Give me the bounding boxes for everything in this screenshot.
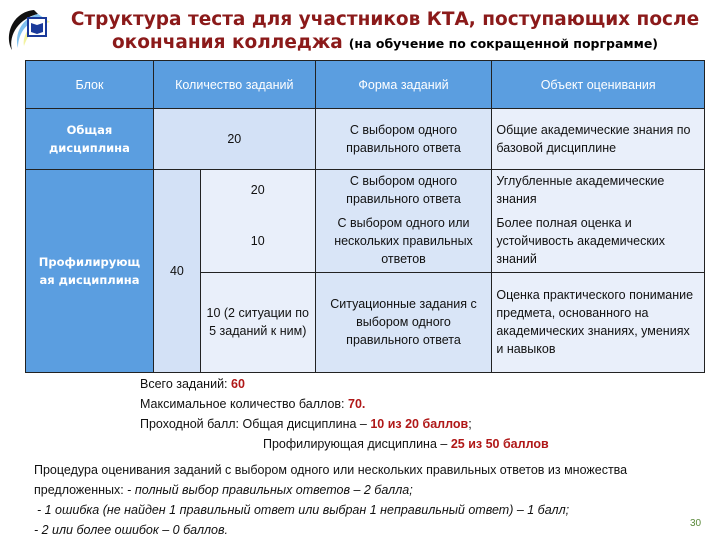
count-profile-total: 40	[153, 170, 200, 373]
test-structure-table	[25, 60, 705, 373]
pass-general: 10 из 20 баллов	[370, 417, 469, 431]
procedure-rule2: - 1 ошибка (не найден 1 правильный ответ или выбран 1 неправильный ответ) – 1 балл;	[37, 503, 570, 517]
pass-profile-label: Профилирующая дисциплина –	[263, 437, 448, 451]
header-form: Форма заданий	[315, 61, 492, 109]
count-profile-1: 20	[200, 170, 315, 211]
block-general: Общая дисциплина	[26, 109, 154, 170]
page-title	[60, 8, 710, 55]
object-profile-1: Углубленные академические знания	[492, 170, 705, 211]
object-profile-3: Оценка практического понимание предмета, основанного на академических знаниях, умениях и навыков	[492, 272, 705, 372]
title-line1: Структура теста для участников КТА, поступающих после	[70, 9, 700, 30]
block-profile: Профилирующ ая дисциплина	[26, 170, 154, 373]
table-row	[26, 170, 705, 211]
title-subtitle: (на обучение по сокращенной порграмме)	[348, 36, 659, 51]
header-count: Количество заданий	[153, 61, 315, 109]
total-value: 60	[231, 377, 245, 391]
table-row	[26, 109, 705, 170]
procedure-intro: Процедура оценивания заданий с выбором одного или нескольких правильных ответов из множества предложенных: -	[34, 463, 628, 497]
summary	[140, 374, 549, 454]
object-profile-2: Более полная оценка и устойчивость академических знаний	[492, 210, 705, 272]
header-object: Объект оценивания	[492, 61, 705, 109]
max-value: 70.	[348, 397, 366, 411]
form-profile-3: Ситуационные задания с выбором одного правильного ответа	[315, 272, 492, 372]
count-general: 20	[153, 109, 315, 170]
pass-label: Проходной балл: Общая дисциплина –	[140, 417, 367, 431]
procedure-rule3: - 2 или более ошибок – 0 баллов.	[34, 523, 229, 537]
table-header-row	[26, 61, 705, 109]
form-profile-2: С выбором одного или нескольких правильных ответов	[315, 210, 492, 272]
pass-profile: 25 из 50 баллов	[450, 437, 549, 451]
title-line2: окончания колледжа	[111, 32, 343, 53]
pass-sep: ;	[468, 417, 472, 431]
count-profile-3: 10 (2 ситуации по 5 заданий к ним)	[200, 272, 315, 372]
procedure-rule1: полный выбор правильных ответов – 2 балла;	[134, 483, 413, 497]
page-number: 30	[690, 518, 702, 529]
form-profile-1: С выбором одного правильного ответа	[315, 170, 492, 211]
max-label: Максимальное количество баллов:	[140, 397, 345, 411]
count-profile-2: 10	[200, 210, 315, 272]
procedure	[34, 460, 714, 540]
object-general: Общие академические знания по базовой дисциплине	[492, 109, 705, 170]
logo-icon	[4, 6, 62, 56]
total-label: Всего заданий:	[140, 377, 228, 391]
form-general: С выбором одного правильного ответа	[315, 109, 492, 170]
header-block: Блок	[26, 61, 154, 109]
